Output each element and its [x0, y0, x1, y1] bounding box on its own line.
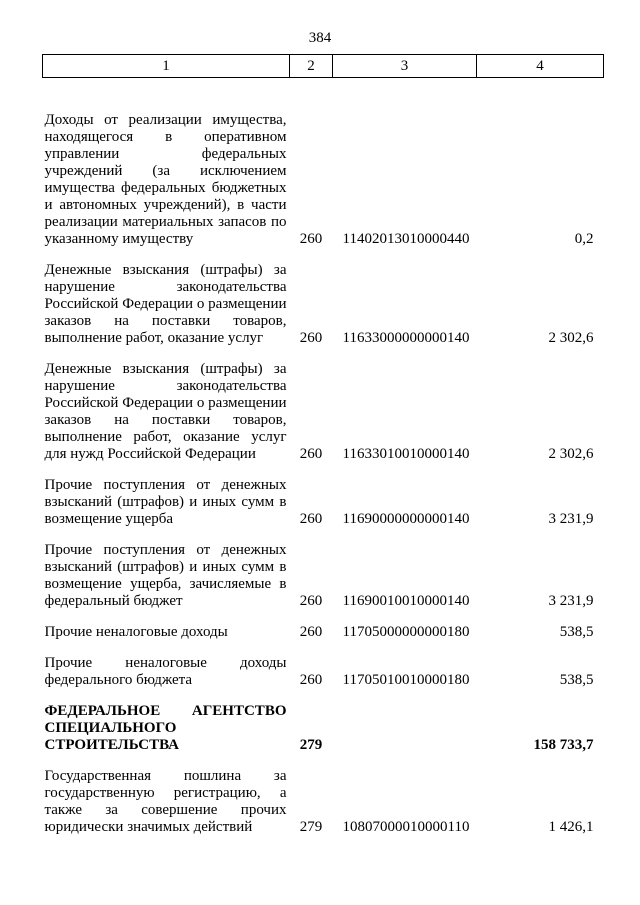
row-admin-code: 260 — [299, 330, 323, 346]
table-row-agency — [43, 703, 604, 754]
table-row — [43, 477, 604, 528]
row-description: Прочие поступления от денежных взысканий (штрафов) и иных сумм в возмещение ущерба — [44, 477, 287, 527]
row-amount: 538,5 — [559, 624, 594, 640]
table-row — [43, 542, 604, 610]
table-row — [43, 361, 604, 463]
row-amount: 3 231,9 — [548, 511, 594, 527]
row-description: Прочие неналоговые доходы — [44, 624, 228, 640]
row-classification-code: 11402013010000440 — [342, 231, 470, 247]
row-amount: 3 231,9 — [548, 593, 594, 609]
row-amount: 2 302,6 — [548, 330, 594, 346]
row-classification-code: 11690000000000140 — [342, 511, 470, 527]
row-description: Денежные взыскания (штрафы) за нарушение законодательства Российской Федерации о размещении заказов на поставки товаров, выполнение работ, оказание услуг для нужд Российской Федерации — [44, 361, 287, 462]
table-row — [43, 78, 604, 249]
row-admin-code: 260 — [299, 511, 323, 527]
row-classification-code: 11705010010000180 — [342, 672, 470, 688]
row-admin-code: 279 — [299, 819, 323, 835]
column-header-4: 4 — [477, 55, 604, 78]
budget-revenue-table — [42, 54, 604, 836]
row-amount: 158 733,7 — [533, 737, 594, 753]
column-header-2: 2 — [290, 55, 333, 78]
row-classification-code — [333, 703, 477, 754]
row-amount: 1 426,1 — [548, 819, 594, 835]
row-classification-code: 11705000000000180 — [342, 624, 470, 640]
row-admin-code: 260 — [299, 446, 323, 462]
table-row — [43, 624, 604, 641]
row-description: Доходы от реализации имущества, находящегося в оперативном управлении федеральных учреждений (за исключением имущества федеральных бюджетных и автономных учреждений), в части реализации материальных запасов по указанному имуществу — [44, 112, 287, 247]
row-admin-code: 260 — [299, 593, 323, 609]
row-classification-code: 11690010010000140 — [342, 593, 470, 609]
row-amount: 0,2 — [574, 231, 594, 247]
table-row — [43, 655, 604, 689]
row-description: Государственная пошлина за государственную регистрацию, а также за совершение прочих юридически значимых действий — [44, 768, 287, 835]
row-admin-code: 260 — [299, 231, 323, 247]
row-description: Прочие поступления от денежных взысканий (штрафов) и иных сумм в возмещение ущерба, зачисляемые в федеральный бюджет — [44, 542, 287, 609]
table-row — [43, 262, 604, 347]
row-admin-code: 260 — [299, 672, 323, 688]
row-description: Денежные взыскания (штрафы) за нарушение законодательства Российской Федерации о размещении заказов на поставки товаров, выполнение работ, оказание услуг — [44, 262, 287, 346]
table-row — [43, 768, 604, 836]
row-admin-code: 279 — [299, 737, 323, 753]
row-classification-code: 10807000010000110 — [342, 819, 470, 835]
row-description: Прочие неналоговые доходы федерального бюджета — [44, 655, 287, 688]
row-amount: 2 302,6 — [548, 446, 594, 462]
column-header-1: 1 — [43, 55, 290, 78]
row-classification-code: 11633010010000140 — [342, 446, 470, 462]
table-header-row — [43, 55, 604, 78]
row-description: ФЕДЕРАЛЬНОЕ АГЕНТСТВО СПЕЦИАЛЬНОГО СТРОИТЕЛЬСТВА — [44, 703, 287, 753]
column-header-3: 3 — [333, 55, 477, 78]
row-admin-code: 260 — [299, 624, 323, 640]
row-amount: 538,5 — [559, 672, 594, 688]
row-classification-code: 11633000000000140 — [342, 330, 470, 346]
page-number: 384 — [308, 30, 332, 46]
